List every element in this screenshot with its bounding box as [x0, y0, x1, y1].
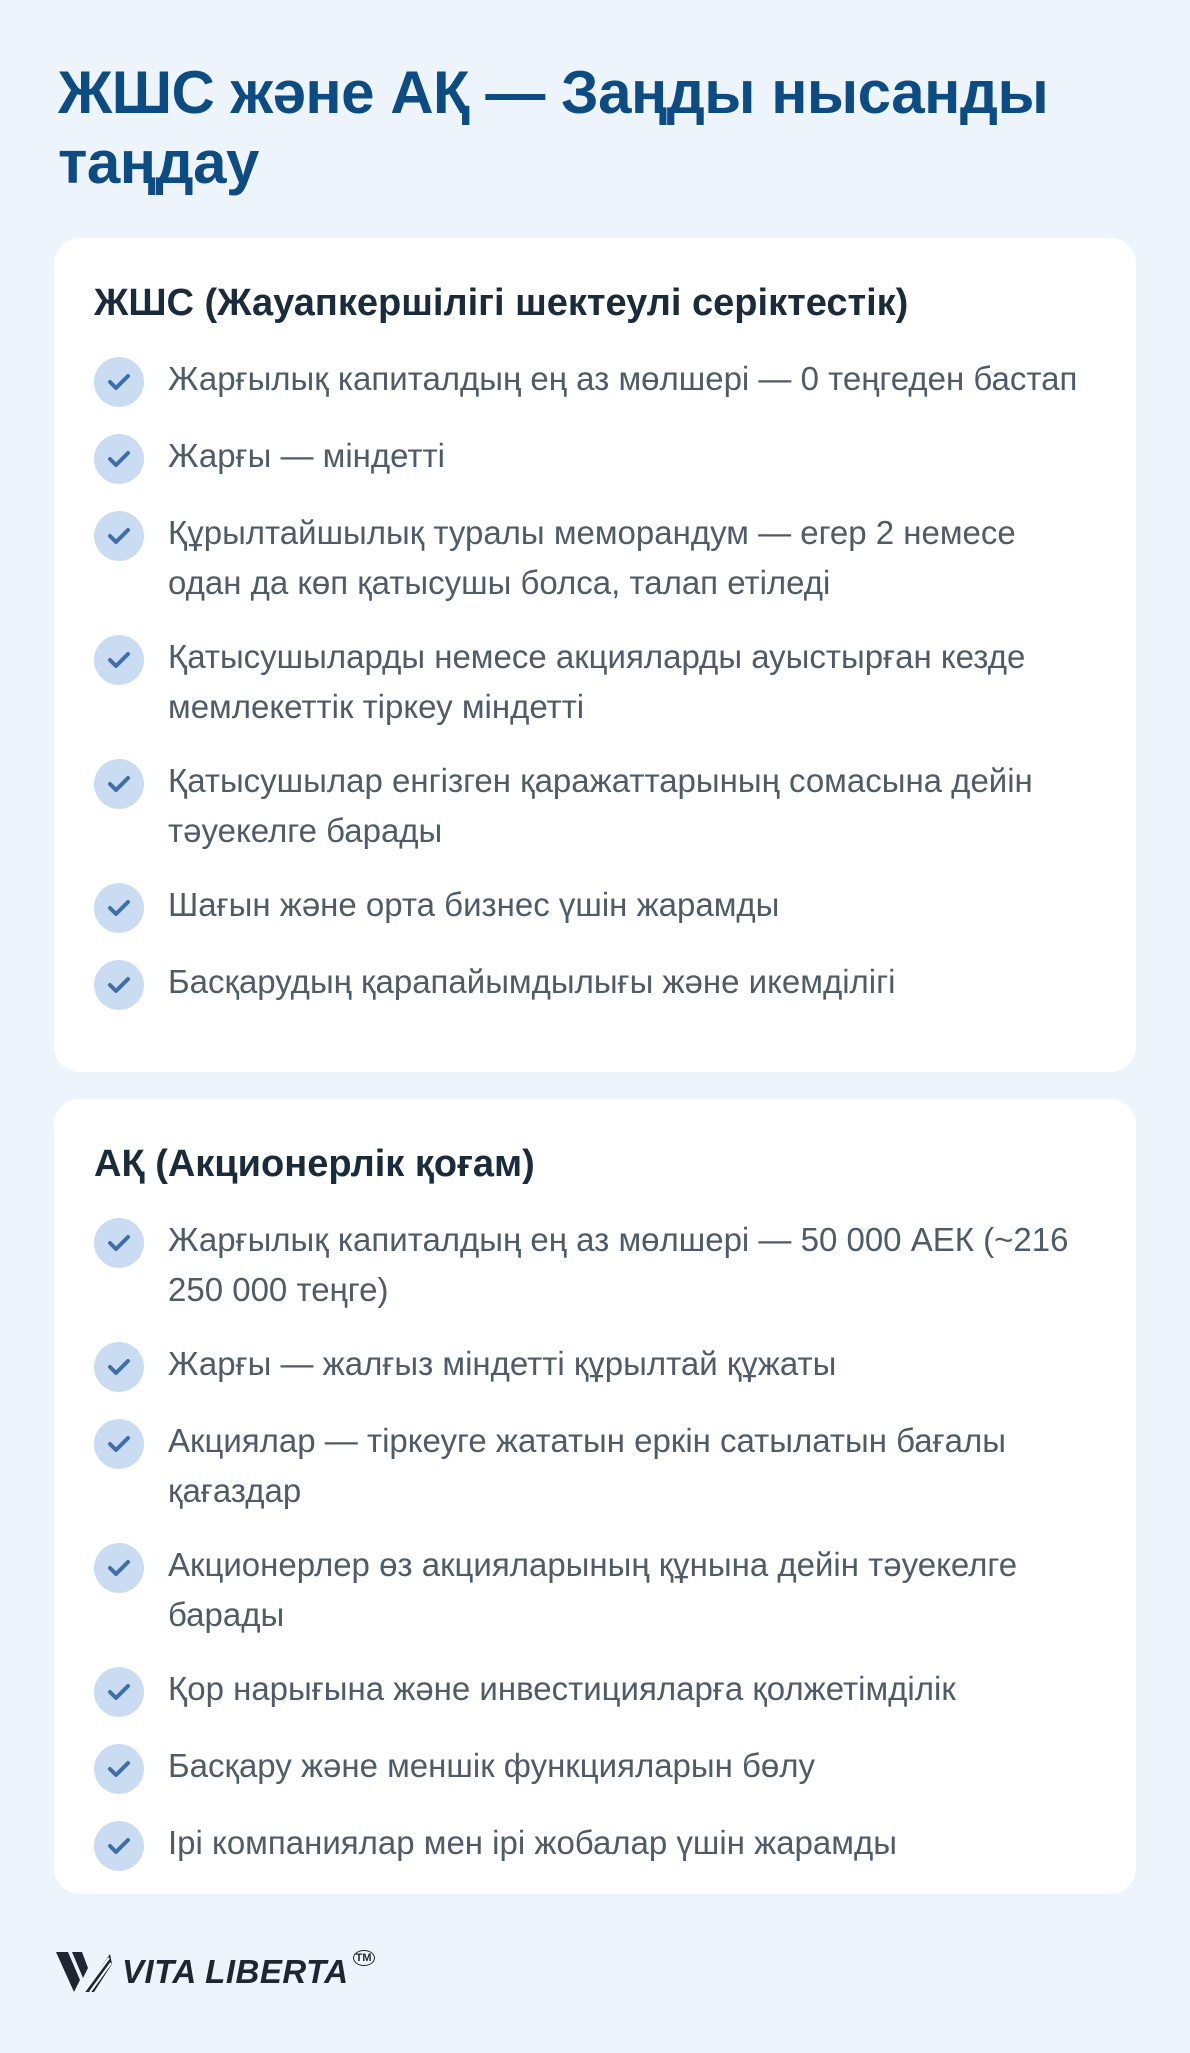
list-item-text: Ірі компаниялар мен ірі жобалар үшін жарамды	[168, 1824, 897, 1861]
list-item	[94, 756, 1094, 856]
jsc-card	[54, 1099, 1136, 1894]
check-icon	[94, 635, 144, 685]
list-item	[94, 957, 1094, 1010]
list-item	[94, 508, 1094, 608]
vl-logo-icon	[54, 1950, 114, 1994]
list-item	[94, 1540, 1094, 1640]
list-item	[94, 1339, 1094, 1392]
list-item	[94, 880, 1094, 933]
llc-card	[54, 238, 1136, 1072]
check-icon	[94, 1744, 144, 1794]
jsc-list	[94, 1215, 1094, 1871]
list-item	[94, 1664, 1094, 1717]
list-item-text: Басқару және меншік функцияларын бөлу	[168, 1747, 816, 1784]
list-item-text: Басқарудың қарапайымдылығы және икемділігі	[168, 963, 896, 1000]
list-item-text: Жарғы — міндетті	[168, 437, 445, 474]
list-item-text: Құрылтайшылық туралы меморандум — егер 2 немесе одан да көп қатысушы болса, талап етіледі	[168, 514, 1016, 601]
check-icon	[94, 883, 144, 933]
brand-name: VITA LIBERTA	[122, 1953, 349, 1990]
list-item	[94, 1741, 1094, 1794]
list-item-text: Акционерлер өз акцияларының құнына дейін тәуекелге барады	[168, 1546, 1018, 1633]
list-item-text: Жарғылық капиталдың ең аз мөлшері — 50 000 АЕК (~216 250 000 теңге)	[168, 1221, 1069, 1308]
list-item	[94, 632, 1094, 732]
check-icon	[94, 960, 144, 1010]
check-icon	[94, 511, 144, 561]
list-item-text: Акциялар — тіркеуге жататын еркін сатылатын бағалы қағаздар	[168, 1422, 1006, 1509]
list-item	[94, 354, 1094, 407]
llc-heading: ЖШС (Жауапкершілігі шектеулі серіктестік)	[94, 282, 909, 324]
trademark-badge: TM	[353, 1950, 375, 1966]
check-icon	[94, 1342, 144, 1392]
check-icon	[94, 1821, 144, 1871]
list-item-text: Жарғылық капиталдың ең аз мөлшері — 0 теңгеден бастап	[168, 360, 1078, 397]
list-item	[94, 431, 1094, 484]
list-item-text: Жарғы — жалғыз міндетті құрылтай құжаты	[168, 1345, 837, 1382]
list-item-text: Қатысушылар енгізген қаражаттарының сомасына дейін тәуекелге барады	[168, 762, 1033, 849]
check-icon	[94, 1543, 144, 1593]
list-item-text: Қор нарығына және инвестицияларға қолжетімділік	[168, 1670, 956, 1707]
check-icon	[94, 1218, 144, 1268]
check-icon	[94, 1419, 144, 1469]
check-icon	[94, 357, 144, 407]
list-item	[94, 1818, 1094, 1871]
check-icon	[94, 759, 144, 809]
page-title: ЖШС және АҚ — Заңды нысанды таңдау	[58, 59, 1049, 196]
list-item-text: Шағын және орта бизнес үшін жарамды	[168, 886, 780, 923]
check-icon	[94, 434, 144, 484]
llc-list	[94, 354, 1094, 1010]
list-item	[94, 1416, 1094, 1516]
footer-brand	[54, 1950, 375, 1994]
list-item-text: Қатысушыларды немесе акцияларды ауыстырған кезде мемлекеттік тіркеу міндетті	[168, 638, 1026, 725]
check-icon	[94, 1667, 144, 1717]
jsc-heading: АҚ (Акционерлік қоғам)	[94, 1143, 535, 1185]
list-item	[94, 1215, 1094, 1315]
